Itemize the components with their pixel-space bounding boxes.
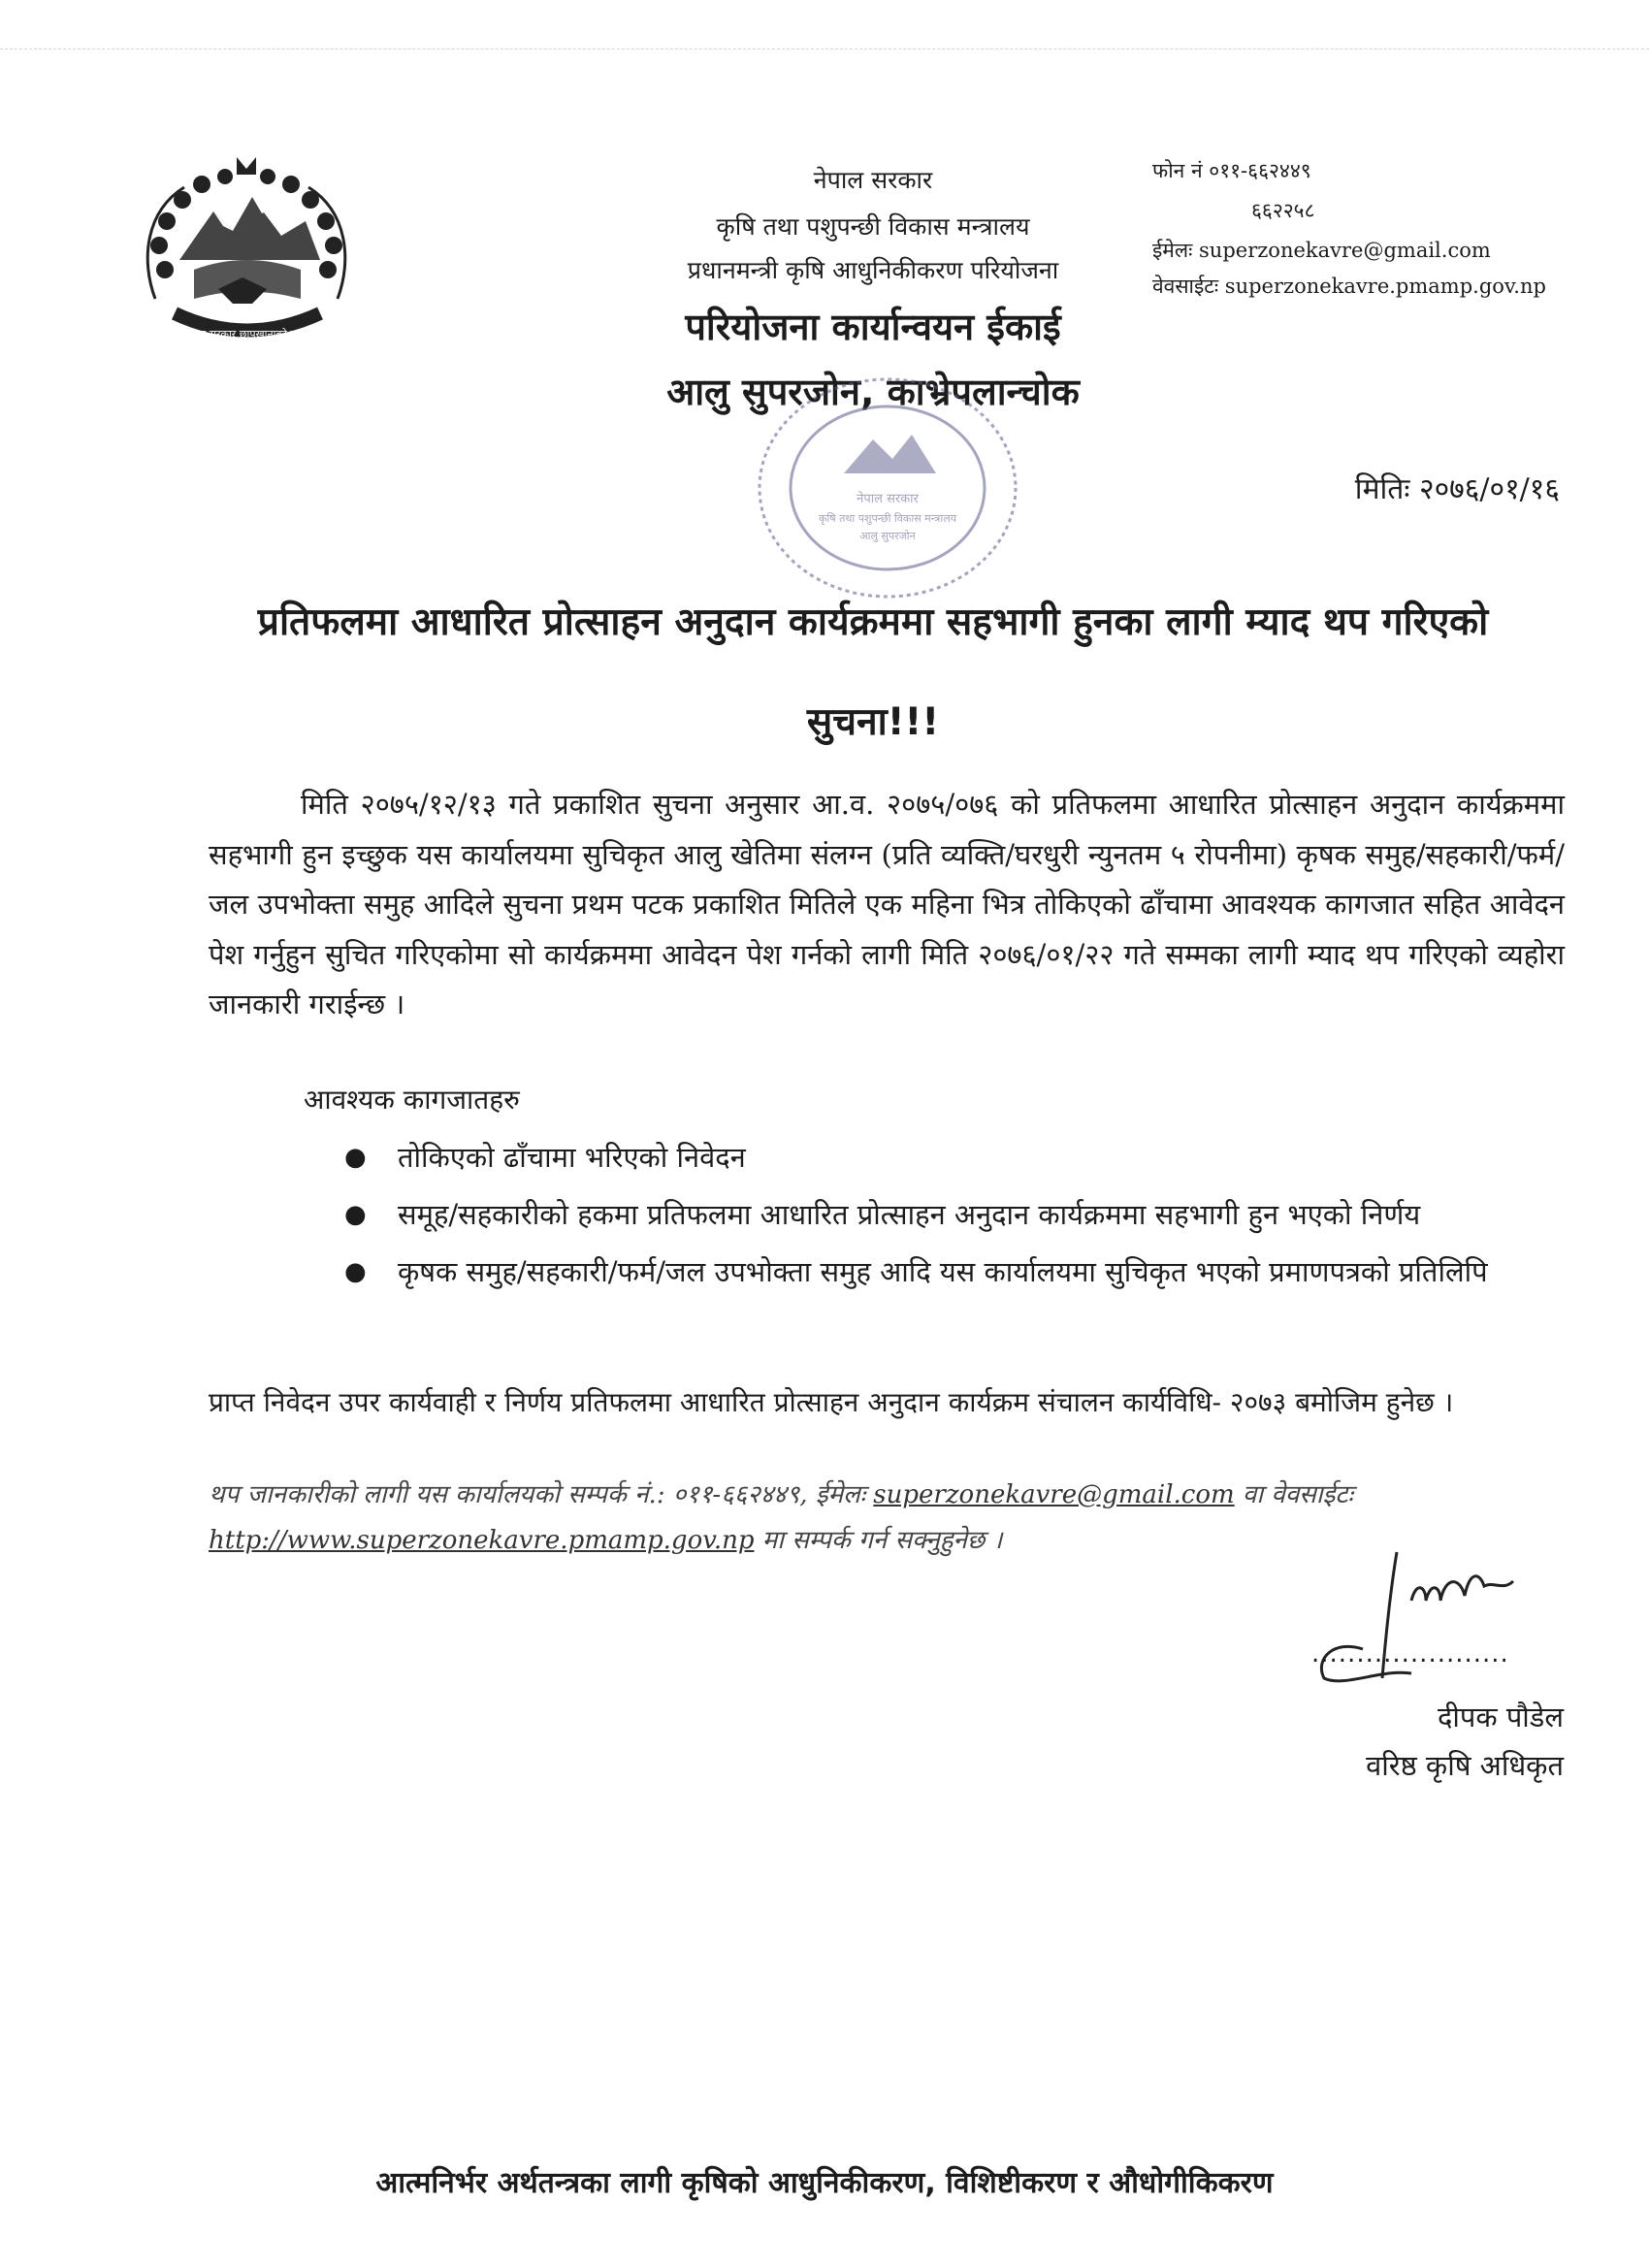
contact-phone-2: ६६२२५८ [1251, 199, 1315, 222]
bullet-icon: ● [344, 1200, 367, 1229]
footer-motto: आत्मनिर्भर अर्थतन्त्रका लागी कृषिको आधुनिकीकरण, विशिष्टीकरण र औधोगीकिकरण [375, 2166, 1274, 2200]
bullet-icon: ● [344, 1257, 367, 1286]
document-date: मितिः २०७६/०१/१६ [1354, 472, 1560, 506]
notice-title-line2: सुचना!!! [806, 700, 940, 744]
contact-note: थप जानकारीको लागी यस कार्यालयको सम्पर्क नं.: ०११-६६२४४९, ईमेलः superzonekavre@gmail.com वा वेवसाईटः http://www.superzonekavre.pmamp.gov.np मा सम्पर्क गर्न सक्नुहुनेछ । [209, 1480, 1353, 1555]
bullet-icon: ● [344, 1143, 367, 1172]
svg-text:कृषि तथा पशुपन्छी विकास मन्त्र: कृषि तथा पशुपन्छी विकास मन्त्रालय [818, 512, 957, 525]
contact-email: ईमेलः superzonekavre@gmail.com [1152, 239, 1491, 262]
svg-text:नेपाल सरकार छापखानाको लागि: नेपाल सरकार छापखानाको लागि [183, 328, 309, 340]
signer-title: वरिष्ठ कृषि अधिकृत [1366, 1749, 1564, 1782]
nepal-emblem-icon [136, 153, 357, 357]
notice-body-paragraph: मिति २०७५/१२/१३ गते प्रकाशित सुचना अनुसार आ.व. २०७५/०७६ को प्रतिफलमा आधारित प्रोत्साहन अनुदान कार्यक्रममा सहभागी हुन इच्छुक यस कार्यालयमा सुचिकृत आलु खेतिमा संलग्न (प्रति व्यक्ति/घरधुरी न्युनतम ५ रोपनीमा) कृषक समुह/सहकारी/फर्म/जल उपभोक्ता समुह आदिले सुचना प्रथम पटक प्रकाशित मितिले एक महिना भित्र तोकिएको ढाँचामा आवश्यक कागजात सहित आवेदन पेश गर्नुहुन सुचित गरिएकोमा सो कार्यक्रममा आवेदन पेश गर्नको लागी मिति २०७६/०१/२२ गते सम्मका लागी म्याद थप गरिएको व्यहोरा जानकारी गराईन्छ । [209, 788, 1565, 1021]
requirements-heading: आवश्यक कागजातहरु [304, 1084, 520, 1116]
gov-line-unit: परियोजना कार्यान्वयन ईकाई [685, 306, 1061, 348]
handwritten-signature-icon [1295, 1542, 1528, 1698]
signer-name: दीपक पौडेल [1437, 1701, 1564, 1733]
contact-phone: फोन नं ०११-६६२४४९ [1152, 159, 1311, 182]
list-item: ● समूह/सहकारीको हकमा प्रतिफलमा आधारित प्रोत्साहन अनुदान कार्यक्रममा सहभागी हुन भएको निर्णय [344, 1192, 1567, 1238]
svg-text:आलु सुपरजोन: आलु सुपरजोन [859, 530, 916, 542]
gov-line-nepal: नेपाल सरकार [813, 166, 933, 194]
contact-website: वेवसाईटः superzonekavre.pmamp.gov.np [1152, 275, 1546, 298]
gov-line-office: आलु सुपरजोन, काभ्रेपलान्चोक [666, 371, 1080, 413]
email-link[interactable]: superzonekavre@gmail.com [873, 1480, 1235, 1509]
notice-title: प्रतिफलमा आधारित प्रोत्साहन अनुदान कार्यक्रममा सहभागी हुनका लागी म्याद थप गरिएको [257, 600, 1489, 644]
svg-text:नेपाल सरकार: नेपाल सरकार [857, 492, 919, 506]
office-seal-stamp-icon [747, 367, 1028, 609]
gov-line-project: प्रधानमन्त्री कृषि आधुनिकीकरण परियोजना [687, 256, 1059, 284]
gov-line-ministry: कृषि तथा पशुपन्छी विकास मन्त्रालय [716, 212, 1030, 241]
website-link[interactable]: http://www.superzonekavre.pmamp.gov.np [209, 1526, 755, 1555]
requirements-list [344, 1135, 1567, 1307]
list-item: ● तोकिएको ढाँचामा भरिएको निवेदन [344, 1135, 1567, 1181]
list-item: ● कृषक समुह/सहकारी/फर्म/जल उपभोक्ता समुह आदि यस कार्यालयमा सुचिकृत भएको प्रमाणपत्रको प्रतिलिपि [344, 1249, 1567, 1295]
process-paragraph: प्राप्त निवेदन उपर कार्यवाही र निर्णय प्रतिफलमा आधारित प्रोत्साहन अनुदान कार्यक्रम संचालन कार्यविधि- २०७३ बमोजिम हुनेछ । [209, 1386, 1454, 1418]
signature-dots: ...................... [1311, 1639, 1509, 1669]
